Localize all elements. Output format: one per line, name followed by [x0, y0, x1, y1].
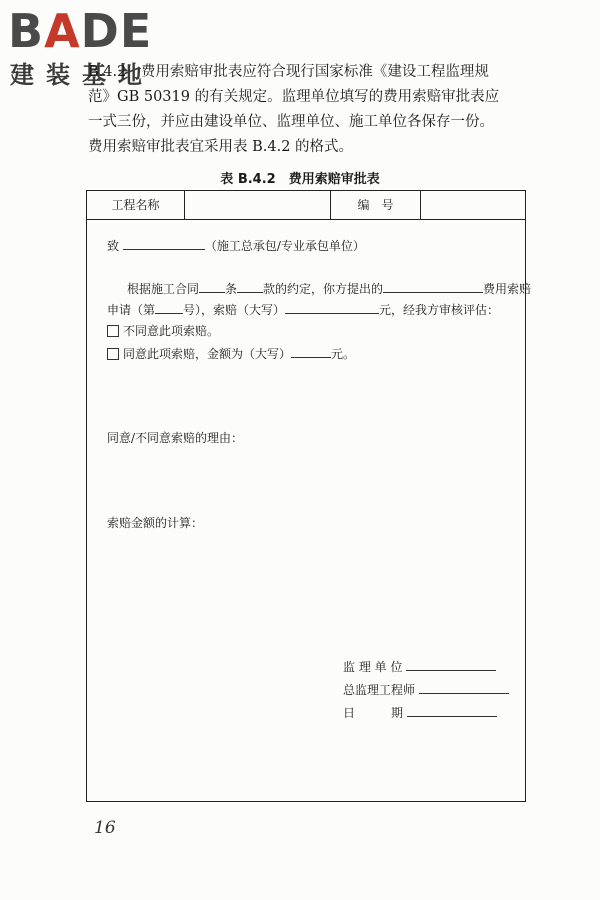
signature-supervision-unit: 监 理 单 位 [343, 658, 496, 675]
calculation-label: 索赔金额的计算： [107, 516, 204, 530]
item-blank[interactable] [237, 280, 263, 293]
application-number-blank[interactable] [155, 301, 183, 314]
amount-words-blank[interactable] [285, 301, 379, 314]
option-agree: 同意此项索赔，金额为（大写） 元。 [107, 345, 355, 362]
disagree-checkbox[interactable] [107, 325, 119, 337]
agreed-amount-blank[interactable] [291, 345, 331, 358]
option-disagree: 不同意此项索赔。 [107, 322, 219, 339]
intro-line: 一式三份，并应由建设单位、监理单位、施工单位各保存一份。 [88, 114, 494, 130]
intro-line: B.4.2 费用索赔审批表应符合现行国家标准《建设工程监理规 [88, 64, 489, 80]
para-line-b: 申请（第 号），索赔（大写） 元，经我方审核评估： [107, 303, 500, 317]
date-blank[interactable] [407, 704, 497, 717]
logo-wordmark: BADE [8, 4, 153, 58]
logo-subtitle: 建装基地 [10, 61, 154, 89]
page-number: 16 [94, 818, 116, 838]
intro-line: 费用索赔审批表宜采用表 B.4.2 的格式。 [88, 139, 354, 155]
intro-line: 范》GB 50319 的有关规定。监理单位填写的费用索赔审批表应 [88, 89, 500, 105]
addressee-blank[interactable] [123, 237, 205, 250]
chief-engineer-blank[interactable] [419, 681, 509, 694]
para-line-a: 根据施工合同 条 款的约定，你方提出的 费用索赔 [127, 282, 532, 296]
intro-paragraph [88, 60, 558, 160]
supervision-unit-blank[interactable] [406, 658, 496, 671]
project-name-field[interactable] [185, 191, 331, 219]
agree-checkbox[interactable] [107, 348, 119, 360]
addressee-line: 致 （施工总承包/专业承包单位） [107, 239, 365, 253]
number-field[interactable] [421, 191, 524, 219]
claim-approval-form [86, 190, 532, 802]
form-header-row [87, 191, 525, 220]
claim-name-blank[interactable] [383, 280, 483, 293]
table-title: 表 B.4.2 费用索赔审批表 [220, 172, 380, 187]
signature-chief-engineer: 总监理工程师 [343, 681, 509, 698]
clause-blank[interactable] [199, 280, 225, 293]
signature-date: 日 期 [343, 704, 497, 721]
number-label: 编 号 [331, 191, 421, 219]
project-name-label: 工程名称 [87, 191, 185, 219]
reason-label: 同意/不同意索赔的理由： [107, 431, 244, 445]
